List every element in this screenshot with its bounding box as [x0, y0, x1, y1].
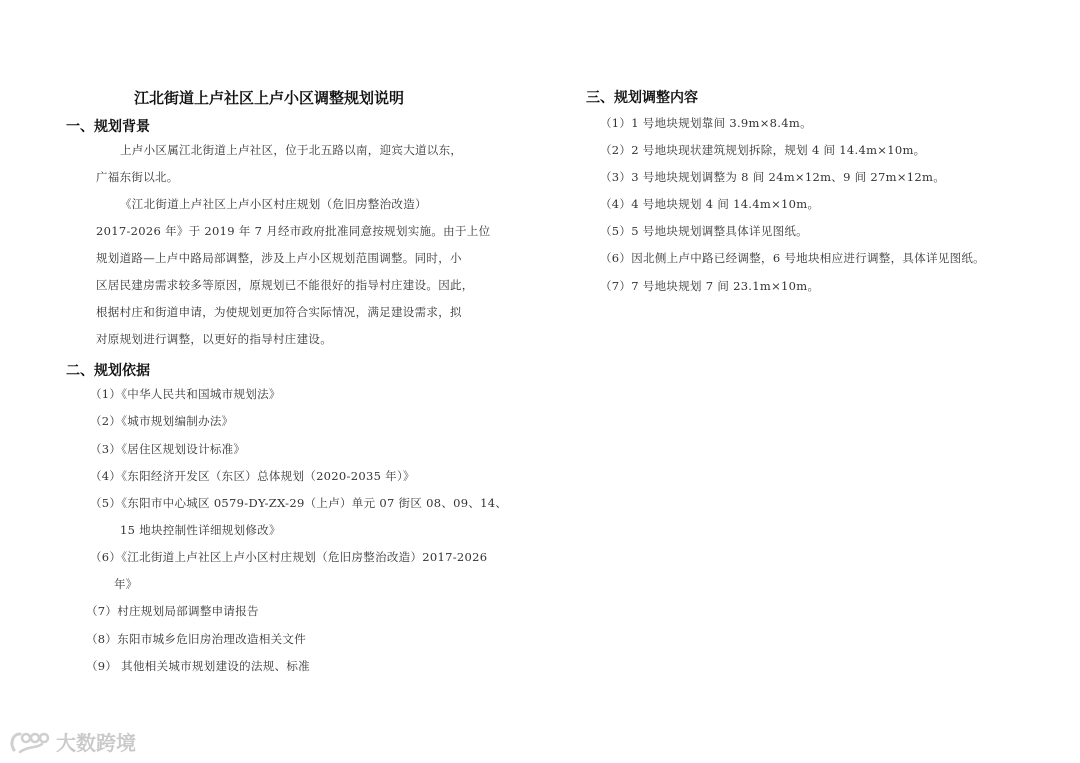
paragraph-line: 规划道路—上卢中路局部调整，涉及上卢小区规划范围调整。同时，小	[96, 251, 462, 265]
adjustment-item: （3）3 号地块规划调整为 8 间 24m×12m、9 间 27m×12m。	[600, 170, 946, 184]
paragraph-line: 《江北街道上卢社区上卢小区村庄规划（危旧房整治改造）	[120, 197, 427, 211]
section-heading-background: 一、规划背景	[66, 119, 150, 135]
basis-item: （9） 其他相关城市规划建设的法规、标准	[86, 659, 310, 673]
adjustment-item: （4）4 号地块规划 4 间 14.4m×10m。	[600, 197, 820, 211]
basis-item: （4）《东阳经济开发区（东区）总体规划（2020-2035 年）》	[90, 469, 415, 483]
background-paragraph-2	[96, 191, 491, 353]
watermark-text: 大数跨境	[56, 731, 136, 755]
watermark-logo-icon	[8, 728, 52, 756]
paragraph-line: 根据村庄和街道申请，为使规划更加符合实际情况，满足建设需求，拟	[96, 305, 462, 319]
background-paragraph-1	[96, 137, 463, 191]
paragraph-line: 广福东街以北。	[96, 170, 179, 184]
paragraph-line: 区居民建房需求较多等原因，原规划已不能很好的指导村庄建设。因此，	[96, 278, 474, 292]
basis-item: （3）《居住区规划设计标准》	[90, 442, 246, 456]
paragraph-line: 对原规划进行调整，以更好的指导村庄建设。	[96, 332, 332, 346]
basis-item: （1）《中华人民共和国城市规划法》	[90, 387, 281, 401]
paragraph-line: 2017-2026 年》于 2019 年 7 月经市政府批准同意按规划实施。由于上位	[96, 224, 491, 238]
adjustment-item: （1）1 号地块规划靠间 3.9m×8.4m。	[600, 116, 812, 130]
adjustment-item: （7）7 号地块规划 7 间 23.1m×10m。	[600, 279, 820, 293]
basis-item: （8）东阳市城乡危旧房治理改造相关文件	[86, 632, 307, 646]
section-heading-adjustments: 三、规划调整内容	[586, 90, 698, 106]
adjustment-item: （6）因北侧上卢中路已经调整，6 号地块相应进行调整，具体详见图纸。	[600, 251, 985, 265]
basis-item: （2）《城市规划编制办法》	[90, 414, 234, 428]
adjustment-item: （2）2 号地块现状建筑规划拆除，规划 4 间 14.4m×10m。	[600, 143, 926, 157]
document-title: 江北街道上卢社区上卢小区调整规划说明	[134, 89, 405, 107]
basis-item-continued: 15 地块控制性详细规划修改》	[120, 523, 281, 537]
section-heading-basis: 二、规划依据	[66, 363, 150, 379]
basis-item: （5）《东阳市中心城区 0579-DY-ZX-29（上卢）单元 07 街区 08、09、14、	[90, 496, 508, 510]
watermark	[8, 727, 136, 756]
basis-item: （7）村庄规划局部调整申请报告	[86, 604, 259, 618]
basis-item: （6）《江北街道上卢社区上卢小区村庄规划（危旧房整治改造）2017-2026	[90, 550, 488, 564]
paragraph-line: 上卢小区属江北街道上卢社区，位于北五路以南，迎宾大道以东，	[120, 143, 463, 157]
basis-item-continued: 年》	[114, 577, 138, 591]
adjustment-item: （5）5 号地块规划调整具体详见图纸。	[600, 224, 808, 238]
